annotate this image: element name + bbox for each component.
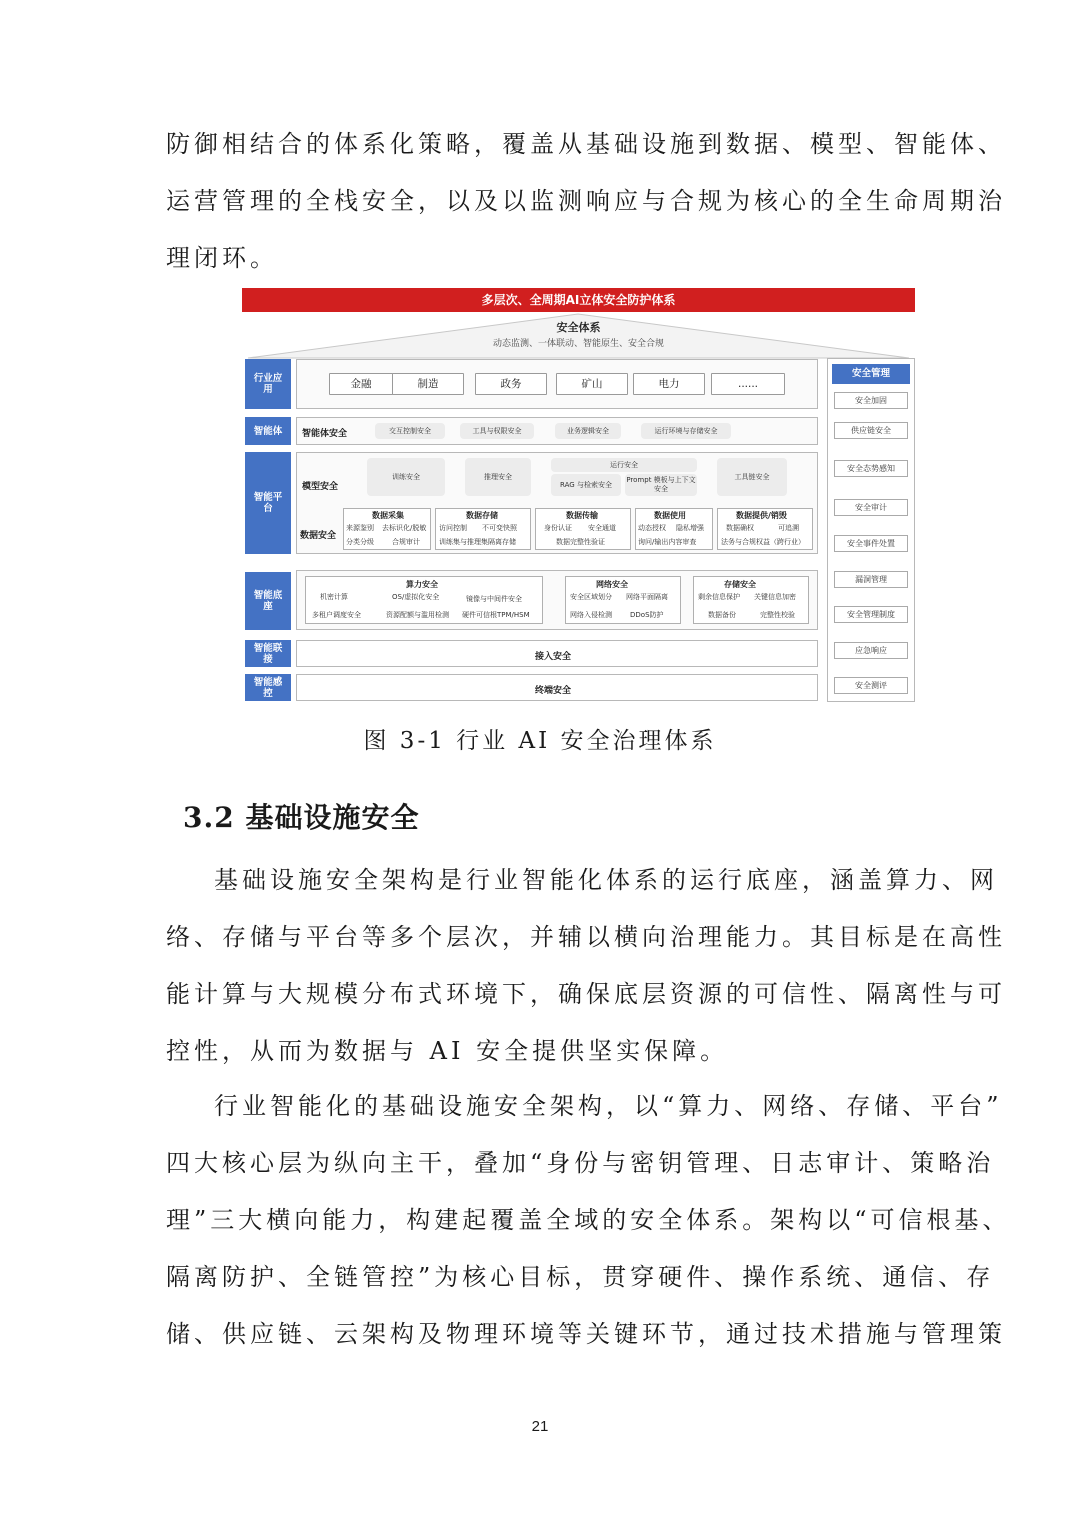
security-framework-diagram — [242, 288, 915, 702]
section-heading: 3.2 基础设施安全 — [183, 801, 420, 834]
label-agent: 智能体 — [245, 417, 291, 445]
text-line: 行业智能化的基础设施安全架构，以“算力、网络、存储、平台” — [214, 1092, 1003, 1120]
storage-item: 完整性校验 — [760, 611, 795, 619]
paragraph-2 — [166, 1078, 1011, 1363]
management-item: 安全审计 — [834, 499, 908, 516]
text-line: 防御相结合的体系化策略，覆盖从基础设施到数据、模型、智能体、 — [166, 130, 1006, 158]
data-group-title: 数据存储 — [466, 511, 498, 520]
compute-security — [305, 576, 543, 624]
model-item: 训练安全 — [367, 458, 445, 496]
management-item: 漏洞管理 — [834, 571, 908, 588]
data-item: 分类分级 — [346, 538, 374, 546]
label-access: 智能联接 — [245, 640, 291, 667]
text-line: 储、供应链、云架构及物理环境等关键环节，通过技术措施与管理策 — [166, 1320, 1006, 1348]
management-item: 安全态势感知 — [834, 460, 908, 477]
band-industry — [296, 359, 818, 409]
model-item: 工具链安全 — [717, 458, 787, 496]
network-title: 网络安全 — [596, 580, 628, 589]
data-group-provide — [717, 508, 813, 550]
storage-security — [693, 576, 809, 624]
data-item: 安全通道 — [588, 524, 616, 532]
management-item: 应急响应 — [834, 642, 908, 659]
data-security-title: 数据安全 — [300, 531, 337, 541]
data-item: 法务与合规权益（跨行业） — [721, 538, 805, 546]
agent-item: 业务逻辑安全 — [555, 423, 621, 439]
security-management-column — [827, 358, 915, 702]
chip-manufacturing: 制造 — [392, 373, 464, 395]
data-item: 数据完整性验证 — [556, 538, 605, 546]
diagram-banner: 多层次、全周期AI立体安全防护体系 — [242, 288, 915, 312]
network-item: DDoS防护 — [630, 611, 664, 619]
compute-item: 资源配额与滥用检测 — [386, 611, 449, 619]
compute-item: 硬件可信根TPM/HSM — [462, 611, 530, 619]
data-item: 不可变快照 — [482, 524, 517, 532]
compute-item: 镜像与中间件安全 — [466, 595, 522, 603]
management-item: 供应链安全 — [834, 422, 908, 439]
band-agent — [296, 417, 818, 445]
storage-item: 数据备份 — [708, 611, 736, 619]
model-item: 推理安全 — [465, 458, 531, 496]
text-line: 运营管理的全栈安全，以及以监测响应与合规为核心的全生命周期治 — [166, 187, 1006, 215]
data-group-title: 数据提供/销毁 — [736, 511, 787, 520]
model-item: Prompt 模板与上下文安全 — [625, 474, 697, 496]
data-group-title: 数据使用 — [654, 511, 686, 520]
text-line: 四大核心层为纵向主干，叠加“身份与密钥管理、日志审计、策略治 — [166, 1149, 995, 1177]
access-security-title: 接入安全 — [535, 652, 572, 662]
data-item: 训练集与推理集隔离存储 — [439, 538, 516, 546]
band-platform — [296, 452, 818, 554]
page-number: 21 — [531, 1418, 549, 1435]
compute-title: 算力安全 — [406, 580, 438, 589]
text-line: 能计算与大规模分布式环境下，确保底层资源的可信性、隔离性与可 — [166, 980, 1006, 1008]
data-item: 来源鉴别 — [346, 524, 374, 532]
data-item: 身份认证 — [544, 524, 572, 532]
agent-security-title: 智能体安全 — [302, 429, 348, 439]
text-line: 理闭环。 — [166, 244, 278, 272]
figure-caption: 图 3-1 行业 AI 安全治理体系 — [363, 728, 717, 754]
network-item: 网络平面隔离 — [626, 593, 668, 601]
label-terminal: 智能感控 — [245, 674, 291, 701]
data-item: 去标识化/脱敏 — [382, 524, 427, 532]
paragraph-1 — [166, 852, 1006, 1080]
data-group-title: 数据传输 — [566, 511, 598, 520]
storage-item: 剩余信息保护 — [698, 593, 740, 601]
band-access — [296, 640, 818, 667]
roof-subtitle: 动态监测、一体联动、智能原生、安全合规 — [492, 339, 664, 349]
band-terminal — [296, 674, 818, 701]
label-industry: 行业应用 — [245, 359, 291, 409]
agent-item: 运行环境与存储安全 — [641, 423, 731, 439]
data-item: 动态授权 — [638, 524, 666, 532]
management-title: 安全管理 — [832, 364, 910, 384]
data-group-title: 数据采集 — [372, 511, 404, 520]
label-base: 智能底座 — [245, 572, 291, 630]
network-item: 安全区域划分 — [570, 593, 612, 601]
compute-item: 机密计算 — [320, 593, 348, 601]
label-platform: 智能平台 — [245, 452, 291, 554]
data-group-collect — [343, 508, 431, 550]
network-security — [565, 576, 681, 624]
data-item: 访问控制 — [439, 524, 467, 532]
compute-item: OS/虚拟化安全 — [392, 593, 440, 601]
chip-government: 政务 — [475, 373, 547, 395]
text-line: 基础设施安全架构是行业智能化体系的运行底座，涵盖算力、网 — [214, 866, 998, 894]
text-line: 控性，从而为数据与 AI 安全提供坚实保障。 — [166, 1037, 729, 1065]
data-item: 可追溯 — [778, 524, 799, 532]
agent-item: 工具与权限安全 — [460, 423, 534, 439]
data-group-store — [435, 508, 531, 550]
model-item: RAG 与检索安全 — [551, 474, 621, 496]
network-item: 网络入侵检测 — [570, 611, 612, 619]
data-group-transfer — [535, 508, 631, 550]
data-item: 询问/输出内容审查 — [638, 538, 697, 546]
intro-paragraph — [166, 116, 1006, 287]
text-line: 理”三大横向能力，构建起覆盖全域的安全体系。架构以“可信根基、 — [166, 1206, 1011, 1234]
data-item: 隐私增强 — [676, 524, 704, 532]
management-item: 安全管理制度 — [834, 606, 908, 623]
management-item: 安全事件处置 — [834, 535, 908, 552]
data-item: 数据确权 — [726, 524, 754, 532]
text-line: 隔离防护、全链管控”为核心目标，贯穿硬件、操作系统、通信、存 — [166, 1263, 995, 1291]
chip-finance: 金融 — [329, 373, 393, 395]
chip-more: ...... — [711, 373, 785, 395]
model-item: 运行安全 — [551, 458, 697, 472]
storage-title: 存储安全 — [724, 580, 756, 589]
management-item: 安全测评 — [834, 677, 908, 694]
data-item: 合规审计 — [392, 538, 420, 546]
text-line: 络、存储与平台等多个层次，并辅以横向治理能力。其目标是在高性 — [166, 923, 1006, 951]
management-item: 安全加固 — [834, 392, 908, 409]
terminal-security-title: 终端安全 — [535, 686, 572, 696]
data-group-use — [635, 508, 713, 550]
compute-item: 多租户调度安全 — [312, 611, 361, 619]
chip-power: 电力 — [633, 373, 705, 395]
storage-item: 关键信息加密 — [754, 593, 796, 601]
chip-mining: 矿山 — [556, 373, 628, 395]
model-security-title: 模型安全 — [302, 482, 339, 492]
agent-item: 交互控制安全 — [375, 423, 445, 439]
band-base — [296, 570, 818, 630]
roof-title: 安全体系 — [556, 321, 601, 334]
